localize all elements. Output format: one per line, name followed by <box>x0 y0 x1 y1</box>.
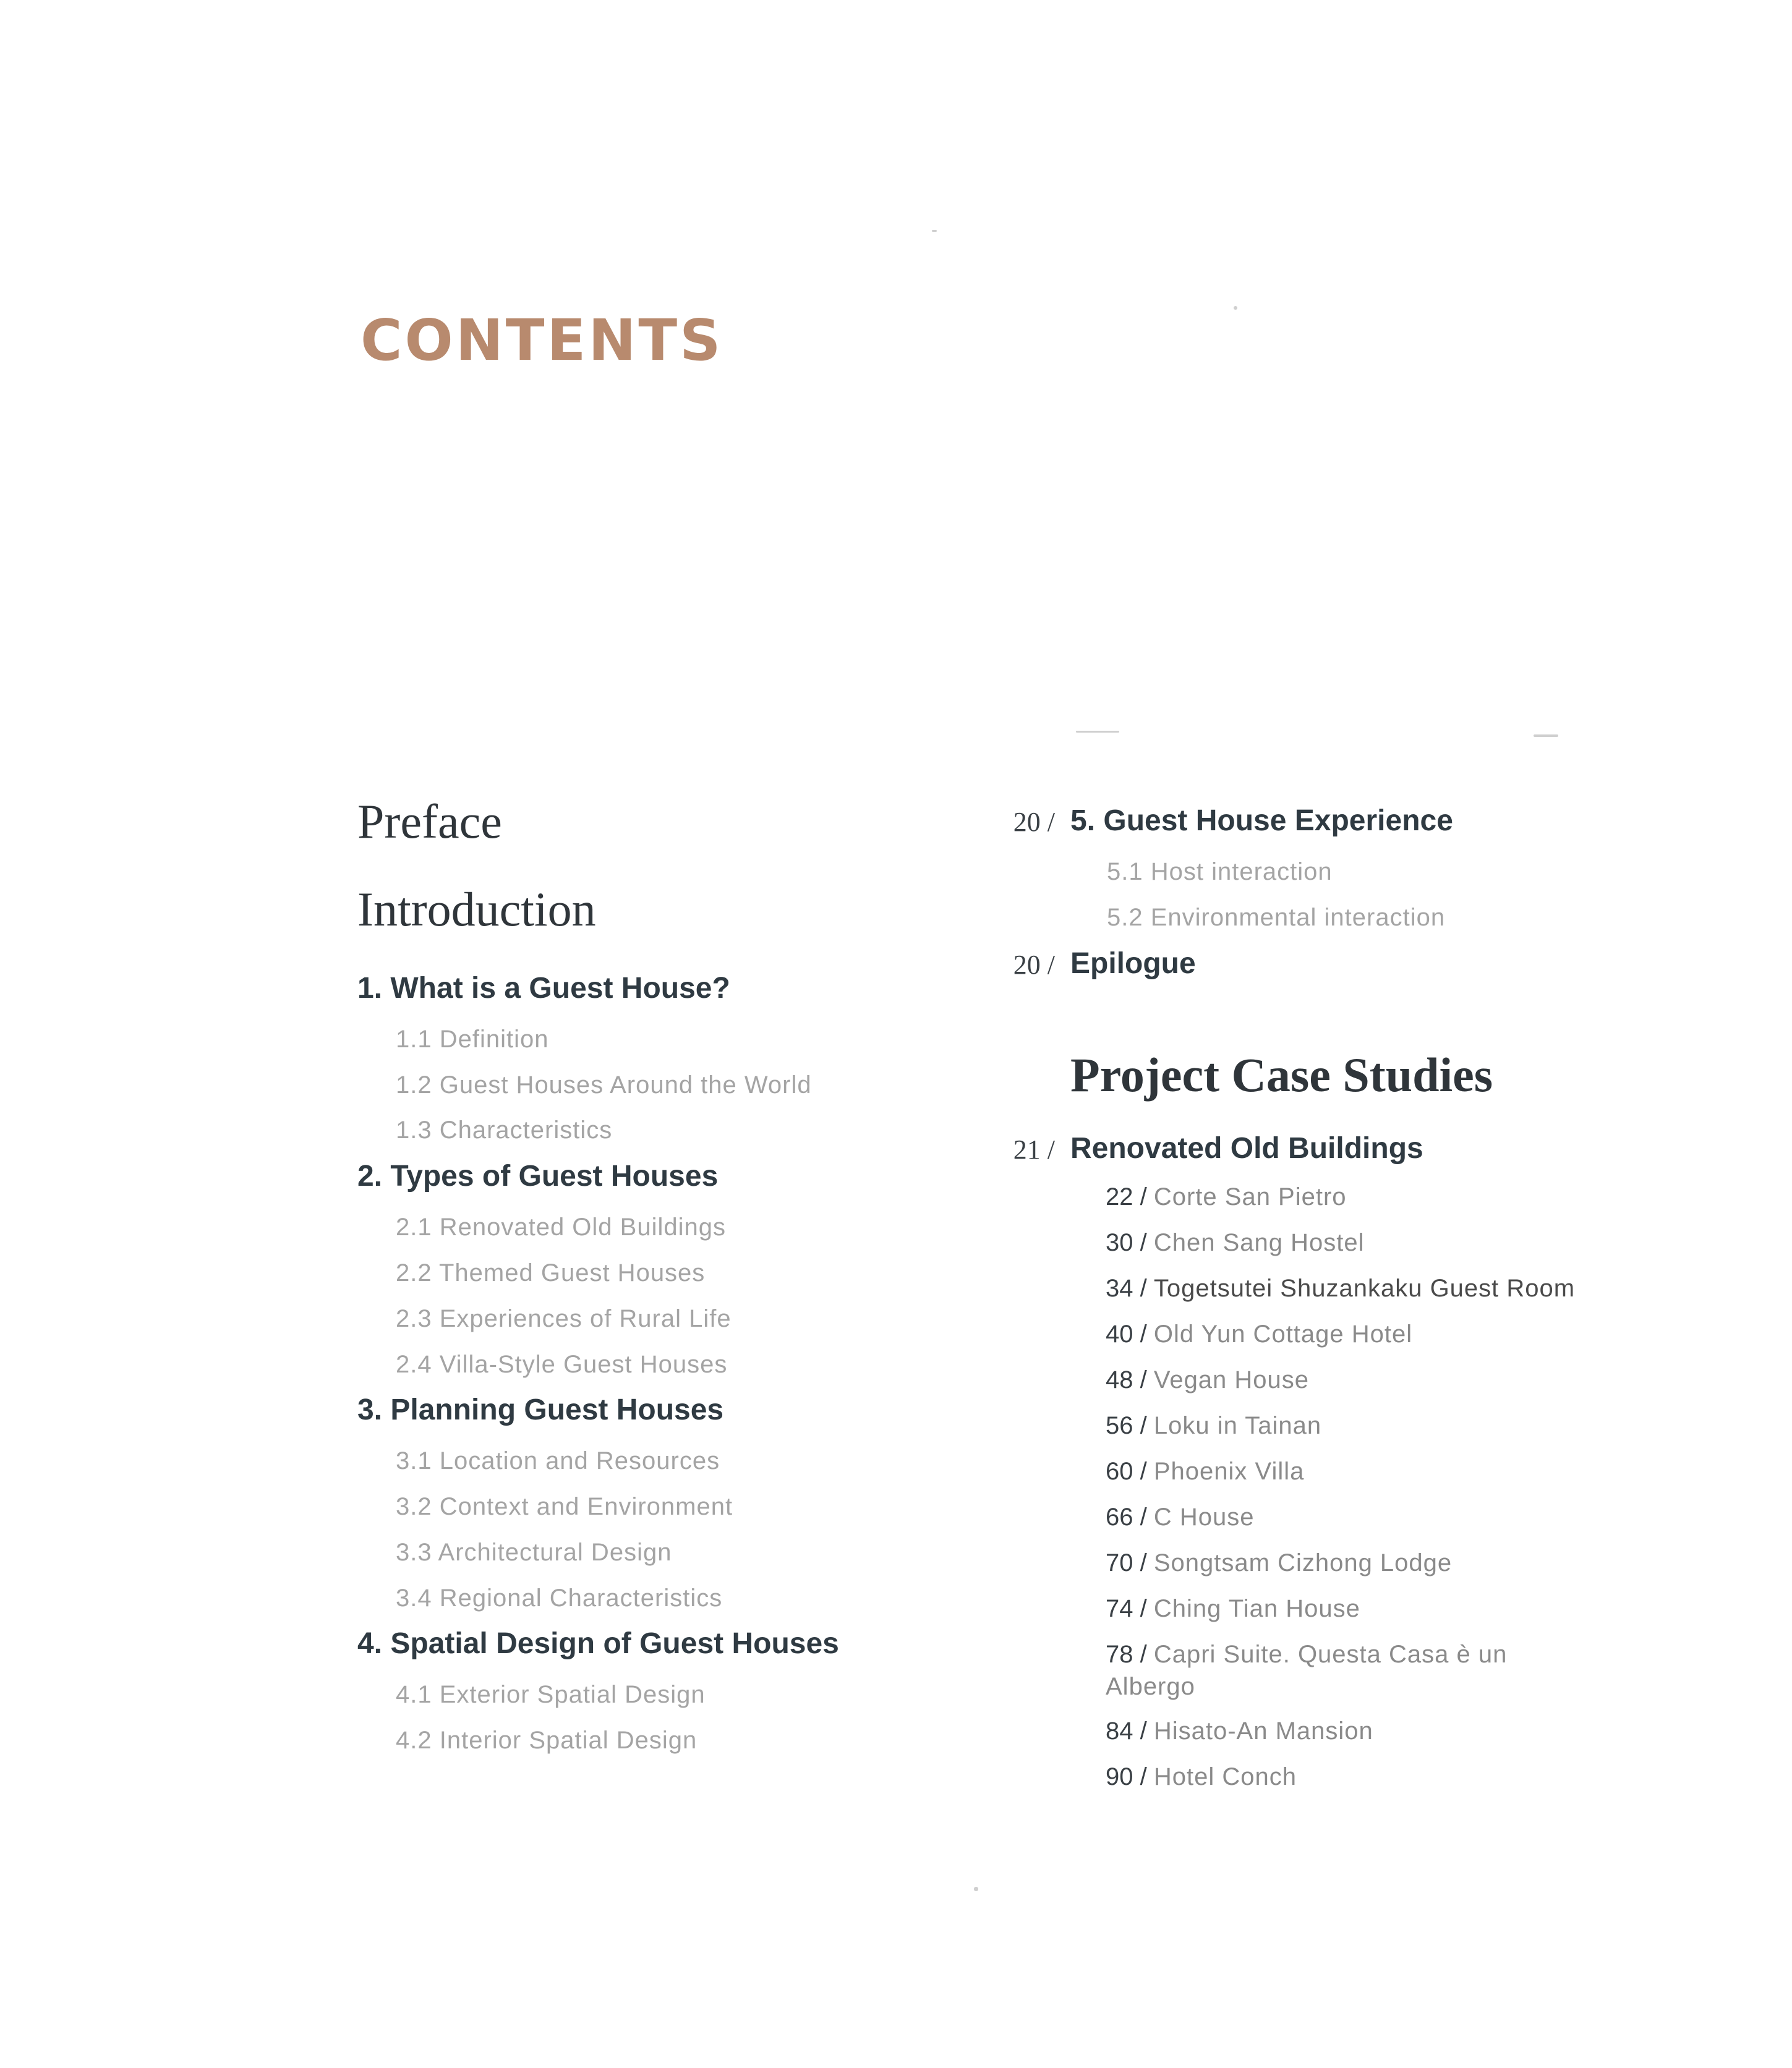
toc-case-item[interactable] <box>1106 1761 1297 1793</box>
scan-speck <box>974 1887 978 1891</box>
case-name: Chen Sang Hostel <box>1153 1229 1365 1256</box>
entry-title: Introduction <box>357 882 596 936</box>
page-number: 30 / <box>1106 1229 1147 1256</box>
case-name: Songtsam Cizhong Lodge <box>1153 1549 1453 1577</box>
case-name: Ching Tian House <box>1153 1595 1360 1622</box>
toc-subsection[interactable]: 5.2 Environmental interaction <box>1107 904 1446 931</box>
scan-speck <box>1534 734 1558 737</box>
toc-subsection[interactable]: 2.2 Themed Guest Houses <box>396 1259 706 1287</box>
page-number: 74 / <box>1106 1595 1147 1622</box>
entry-title: Preface <box>357 794 502 848</box>
scan-speck <box>1076 731 1119 733</box>
toc-subsection[interactable]: 3.3 Architectural Design <box>396 1539 672 1566</box>
toc-case-item[interactable] <box>1106 1364 1309 1396</box>
page-number: 21 / <box>1013 1134 1055 1165</box>
page-number: 84 / <box>1106 1717 1147 1745</box>
toc-chapter-4[interactable] <box>0 1629 928 1664</box>
toc-subsection[interactable]: 5.1 Host interaction <box>1107 858 1333 885</box>
toc-entry-epilogue[interactable] <box>0 949 1792 984</box>
toc-entry-introduction[interactable] <box>0 882 928 941</box>
toc-chapter-3[interactable] <box>0 1395 928 1430</box>
chapter-title: 2. Types of Guest Houses <box>357 1160 719 1193</box>
toc-case-item[interactable] <box>1106 1227 1365 1259</box>
case-name: Hotel Conch <box>1153 1763 1297 1790</box>
case-name: C House <box>1153 1504 1255 1531</box>
toc-subsection[interactable]: 4.2 Interior Spatial Design <box>396 1727 698 1754</box>
scan-speck <box>1234 306 1237 310</box>
toc-subsection[interactable]: 3.2 Context and Environment <box>396 1493 733 1520</box>
page-number: 40 / <box>1106 1321 1147 1348</box>
page-number: 48 / <box>1106 1366 1147 1394</box>
toc-subsection[interactable]: 2.3 Experiences of Rural Life <box>396 1305 732 1332</box>
chapter-title: 1. What is a Guest House? <box>357 972 730 1005</box>
toc-case-item[interactable] <box>1106 1715 1373 1747</box>
chapter-title: 5. Guest House Experience <box>1070 804 1453 837</box>
toc-case-item[interactable] <box>1106 1318 1412 1350</box>
entry-title: Epilogue <box>1070 947 1196 980</box>
page-number: 66 / <box>1106 1504 1147 1531</box>
chapter-title: 3. Planning Guest Houses <box>357 1394 724 1426</box>
case-studies-heading: Project Case Studies <box>1070 1048 1493 1102</box>
case-name: Old Yun Cottage Hotel <box>1153 1321 1413 1348</box>
toc-subsection[interactable]: 1.1 Definition <box>396 1026 549 1053</box>
page-number: 90 / <box>1106 1763 1147 1790</box>
toc-case-item[interactable] <box>1106 1501 1254 1533</box>
page-number: 56 / <box>1106 1412 1147 1439</box>
case-name: Corte San Pietro <box>1153 1183 1347 1211</box>
page-number: 60 / <box>1106 1458 1147 1485</box>
toc-case-item[interactable] <box>1106 1455 1304 1487</box>
page-title: CONTENTS <box>361 307 723 373</box>
page-number: 20 / <box>1013 950 1055 980</box>
case-name: Phoenix Villa <box>1153 1458 1305 1485</box>
toc-subsection[interactable]: 2.1 Renovated Old Buildings <box>396 1214 726 1241</box>
toc-subsection[interactable]: 3.1 Location and Resources <box>396 1447 720 1474</box>
page-number: 22 / <box>1106 1183 1147 1211</box>
toc-case-item[interactable] <box>1106 1181 1347 1213</box>
toc-subsection[interactable]: 2.4 Villa-Style Guest Houses <box>396 1351 728 1378</box>
case-name: Capri Suite. Questa Casa è un Albergo <box>1106 1641 1508 1700</box>
case-name: Togetsutei Shuzankaku Guest Room <box>1153 1275 1576 1302</box>
toc-subsection[interactable]: 1.2 Guest Houses Around the World <box>396 1071 812 1099</box>
toc-case-item[interactable] <box>1106 1638 1563 1703</box>
case-name: Loku in Tainan <box>1153 1412 1322 1439</box>
toc-chapter-5[interactable] <box>0 806 1792 841</box>
group-title: Renovated Old Buildings <box>1070 1132 1423 1165</box>
toc-subsection[interactable]: 1.3 Characteristics <box>396 1117 613 1144</box>
chapter-title: 4. Spatial Design of Guest Houses <box>357 1627 839 1660</box>
page-number: 20 / <box>1013 807 1055 837</box>
toc-case-item[interactable] <box>1106 1593 1360 1625</box>
toc-subsection[interactable]: 4.1 Exterior Spatial Design <box>396 1681 706 1708</box>
case-name: Vegan House <box>1153 1366 1310 1394</box>
page-number: 70 / <box>1106 1549 1147 1577</box>
scan-speck <box>932 230 937 232</box>
toc-subsection[interactable]: 3.4 Regional Characteristics <box>396 1585 723 1612</box>
page-number: 34 / <box>1106 1275 1147 1302</box>
toc-case-group-renovated[interactable] <box>0 1134 1792 1168</box>
page-number: 78 / <box>1106 1641 1147 1668</box>
toc-case-item[interactable] <box>1106 1547 1452 1579</box>
toc-case-item[interactable] <box>1106 1410 1321 1442</box>
case-name: Hisato-An Mansion <box>1153 1717 1373 1745</box>
toc-case-item[interactable] <box>1106 1272 1575 1304</box>
